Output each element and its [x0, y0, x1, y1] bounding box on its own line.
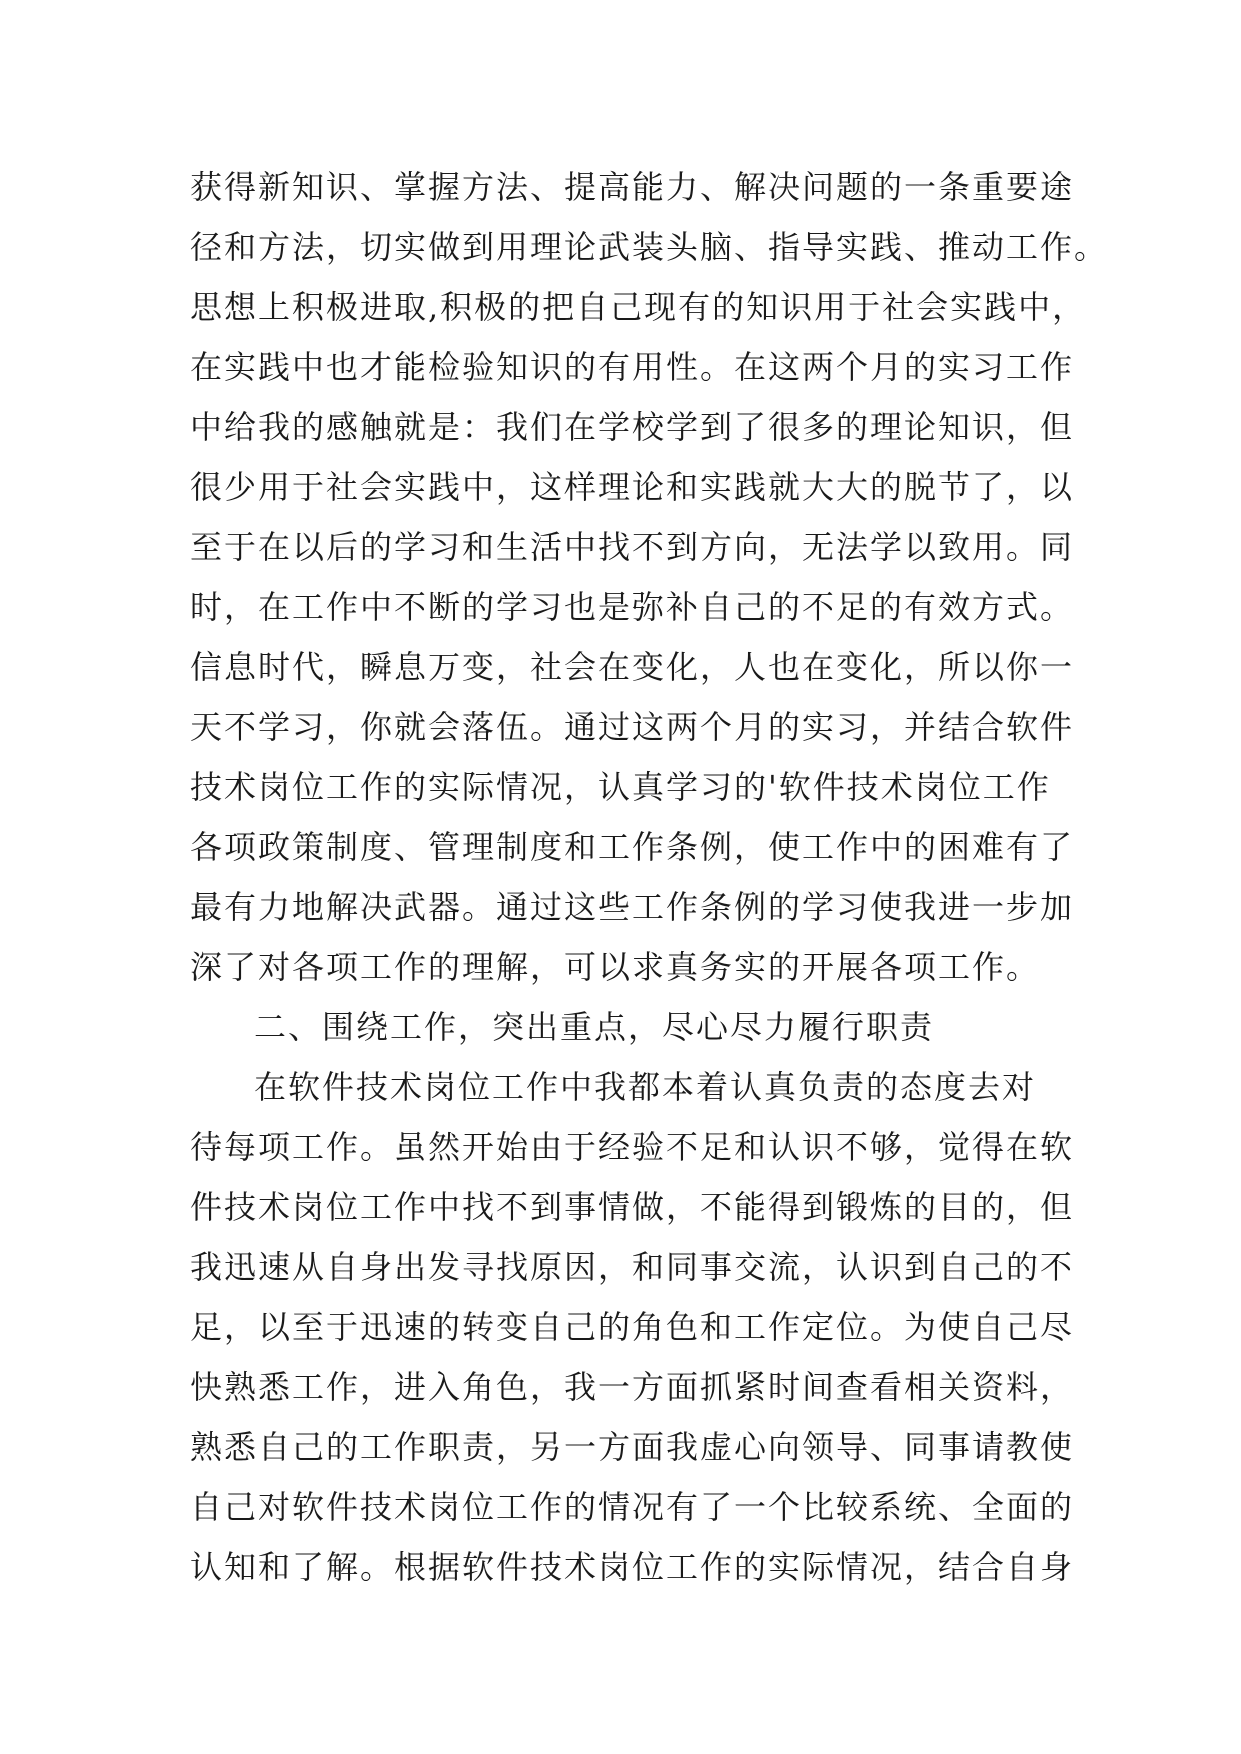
text-line: 各项政策制度、管理制度和工作条例，使工作中的困难有了 [190, 828, 1075, 866]
text-line: 思想上积极进取,积极的把自己现有的知识用于社会实践中， [190, 288, 1087, 326]
text-line: 自己对软件技术岗位工作的情况有了一个比较系统、全面的 [190, 1488, 1075, 1526]
text-line: 中给我的感触就是：我们在学校学到了很多的理论知识，但 [190, 408, 1075, 446]
text-line: 熟悉自己的工作职责，另一方面我虚心向领导、同事请教使 [190, 1428, 1075, 1466]
text-line: 至于在以后的学习和生活中找不到方向，无法学以致用。同 [190, 528, 1075, 566]
text-line: 径和方法，切实做到用理论武装头脑、指导实践、推动工作。 [190, 228, 1109, 266]
text-line: 认知和了解。根据软件技术岗位工作的实际情况，结合自身 [190, 1548, 1075, 1586]
text-line: 我迅速从自身出发寻找原因，和同事交流，认识到自己的不 [190, 1248, 1075, 1286]
text-line: 天不学习，你就会落伍。通过这两个月的实习，并结合软件 [190, 708, 1075, 746]
text-line: 件技术岗位工作中找不到事情做，不能得到锻炼的目的，但 [190, 1188, 1075, 1226]
text-line: 在软件技术岗位工作中我都本着认真负责的态度去对 [254, 1068, 1037, 1106]
body-text [190, 157, 1109, 1597]
text-line: 信息时代，瞬息万变，社会在变化，人也在变化，所以你一 [190, 648, 1075, 686]
text-line: 获得新知识、掌握方法、提高能力、解决问题的一条重要途 [190, 168, 1075, 206]
section-heading: 二、围绕工作，突出重点，尽心尽力履行职责 [254, 1008, 935, 1046]
text-line: 待每项工作。虽然开始由于经验不足和认识不够，觉得在软 [190, 1128, 1075, 1166]
text-line: 最有力地解决武器。通过这些工作条例的学习使我进一步加 [190, 888, 1075, 926]
text-line: 时，在工作中不断的学习也是弥补自己的不足的有效方式。 [190, 588, 1075, 626]
text-line: 技术岗位工作的实际情况，认真学习的'软件技术岗位工作 [190, 768, 1051, 806]
text-line: 很少用于社会实践中，这样理论和实践就大大的脱节了，以 [190, 468, 1075, 506]
text-line: 快熟悉工作，进入角色，我一方面抓紧时间查看相关资料， [190, 1368, 1075, 1406]
text-line: 足，以至于迅速的转变自己的角色和工作定位。为使自己尽 [190, 1308, 1075, 1346]
text-line: 深了对各项工作的理解，可以求真务实的开展各项工作。 [190, 948, 1041, 986]
text-line: 在实践中也才能检验知识的有用性。在这两个月的实习工作 [190, 348, 1075, 386]
